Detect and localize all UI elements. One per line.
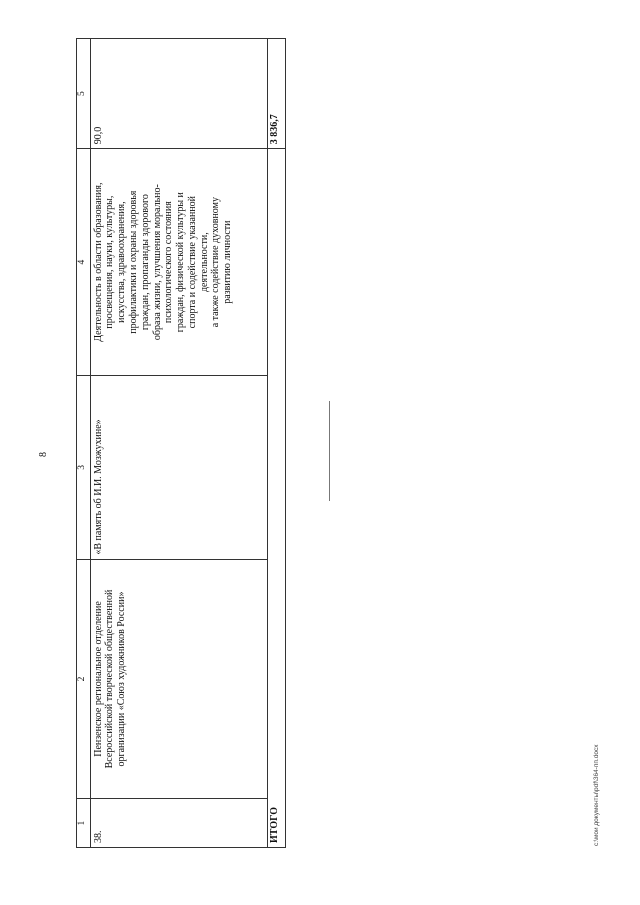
col-header-4: 4 [77, 149, 91, 376]
rotated-table-container [76, 38, 286, 848]
signature-divider-line [329, 401, 330, 501]
table-header-row [77, 39, 91, 848]
organization-name: Пензенское региональное отделение Всероссийской творческой общественной организации «Союз художников России» [90, 559, 268, 799]
col-header-2: 2 [77, 559, 91, 799]
col-header-3: 3 [77, 376, 91, 560]
total-row [268, 39, 286, 848]
total-label: ИТОГО [268, 149, 286, 848]
project-name: «В память об И.И. Мозжухине» [90, 376, 268, 560]
activity-description: Деятельность в области образования, просвещения, науки, культуры, искусства, здравоохранения, профилактики и охраны здоровья граждан, пропаганды здорового образа жизни, улучшения морально- психологического состояния граждан, физической культуры и спорта и содействие указанной деятельности, а также содействие духовному развитию личности [90, 149, 268, 376]
page-number: 8 [38, 452, 49, 457]
table-row [90, 39, 268, 848]
col-header-1: 1 [77, 799, 91, 848]
total-value: 3 836,7 [268, 39, 286, 149]
col-header-5: 5 [77, 39, 91, 149]
row-number: 38. [90, 799, 268, 848]
file-path-footer: c:\мои документы\pdf\364-пп.docx [593, 744, 600, 846]
amount-value: 90,0 [90, 39, 268, 149]
grants-table [76, 38, 286, 848]
